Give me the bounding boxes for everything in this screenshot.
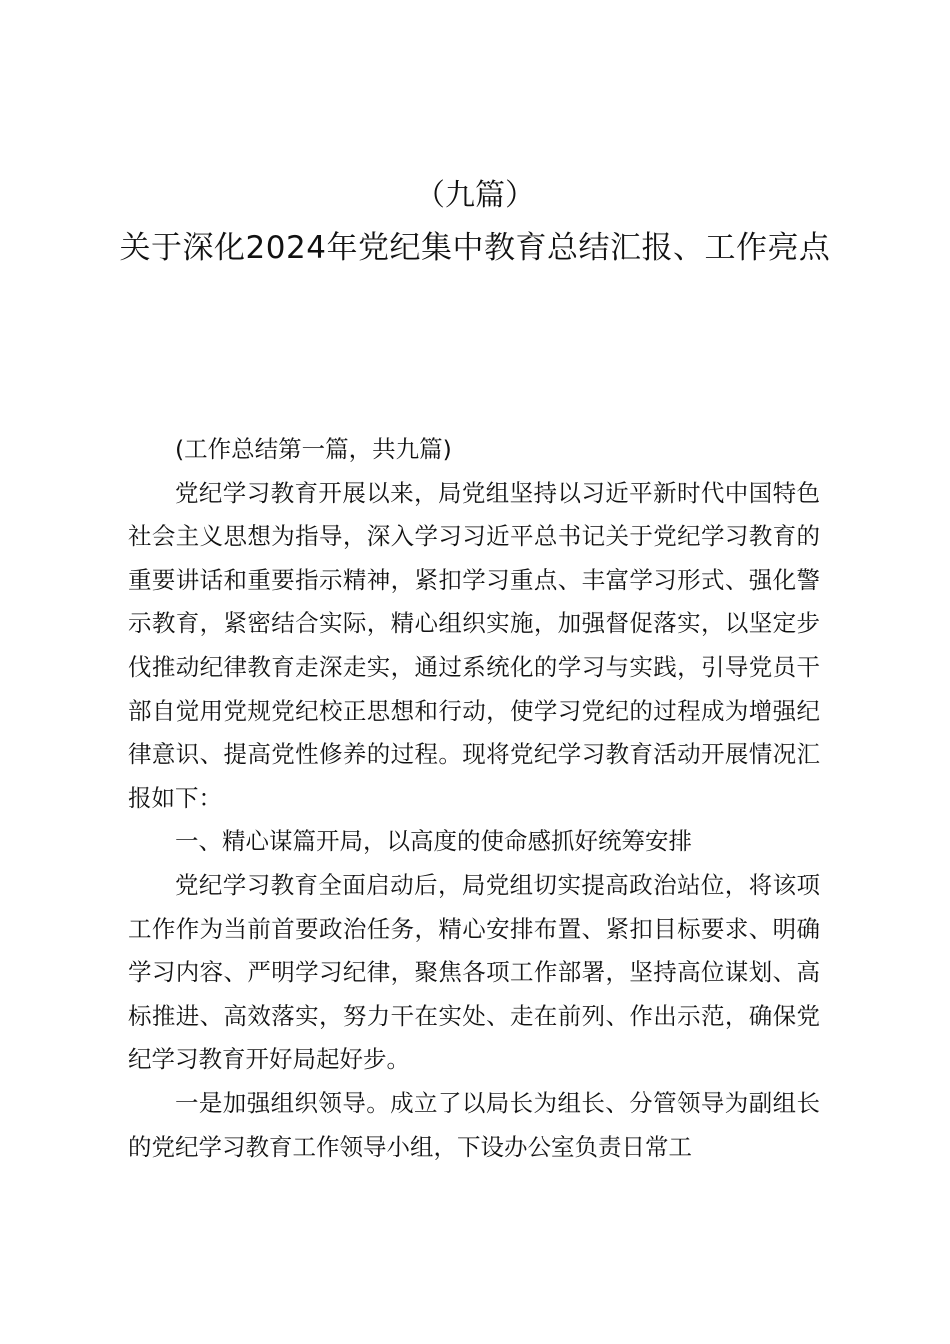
series-label: （九篇） [415,178,535,213]
document-title: 关于深化2024年党纪集中教育总结汇报、工作亮点 [119,230,831,266]
organization-paragraph: 一是加强组织领导。成立了以局长为组长、分管领导为副组长的党纪学习教育工作领导小组，下设办公室负责日常工 [128,1088,820,1161]
section-heading-1: 一、精心谋篇开局，以高度的使命感抓好统筹安排 [175,827,692,856]
series-note-paragraph: (工作总结第一篇，共九篇) [175,435,452,463]
section-1-paragraph: 党纪学习教育全面启动后，局党组切实提高政治站位，将该项工作作为当前首要政治任务，精心安排布置、紧扣目标要求、明确学习内容、严明学习纪律，聚焦各项工作部署，坚持高位谋划、高标推进、高效落实，努力干在实处、走在前列、作出示范，确保党纪学习教育开好局起好步。 [128,870,820,1074]
intro-paragraph: 党纪学习教育开展以来，局党组坚持以习近平新时代中国特色社会主义思想为指导，深入学习习近平总书记关于党纪学习教育的重要讲话和重要指示精神，紧扣学习重点、丰富学习形式、强化警示教育，紧密结合实际，精心组织实施，加强督促落实，以坚定步伐推动纪律教育走深走实，通过系统化的学习与实践，引导党员干部自觉用党规党纪校正思想和行动，使学习党纪的过程成为增强纪律意识、提高党性修养的过程。现将党纪学习教育活动开展情况汇报如下： [128,478,820,812]
document-body [128,428,820,1169]
title-block [110,170,840,274]
